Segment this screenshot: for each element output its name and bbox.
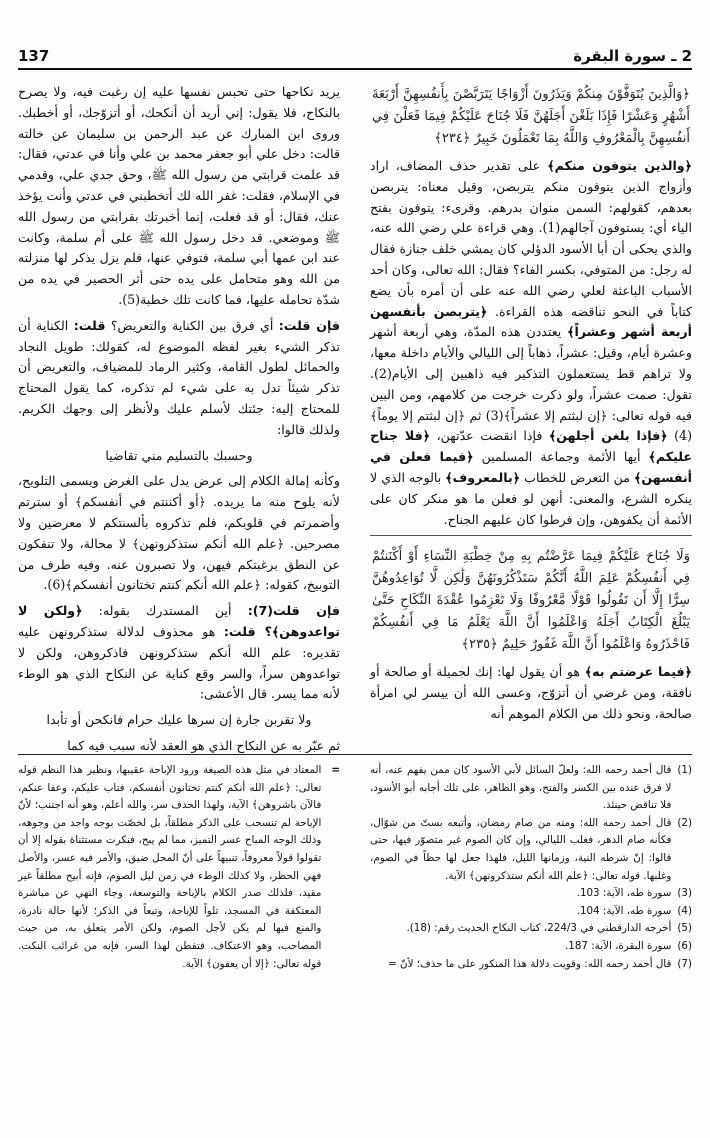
page-number: 137 <box>18 47 50 65</box>
highlighted-phrase: ﴿فإذا بلغن أجلهن﴾ <box>548 428 668 444</box>
footnote <box>370 920 692 938</box>
page-header <box>18 44 692 70</box>
footnote <box>370 903 692 921</box>
footnote-text: أخرجه الدارقطني في 224/3، كتاب النكاح الحديث رقم: (18). <box>406 922 672 935</box>
commentary-paragraph <box>370 662 692 724</box>
footnote-number: (1) <box>677 764 692 776</box>
footnote <box>370 938 692 956</box>
surah-title: 2 ـ سورة البقرة <box>573 47 692 65</box>
footnote-divider <box>18 754 692 755</box>
highlighted-phrase: فإن قلت: <box>278 317 340 333</box>
quran-verse-235: وَلَا جُنَاحَ عَلَيْكُمْ فِيمَا عَرَّضْتُم بِهِ مِنْ خِطْبَةِ النِّسَاءِ أَوْ أَكْنَنتُمْ فِي أَنفُسِكُمْ عَلِمَ اللَّهُ أَنَّكُمْ سَتَذْكُرُونَهُنَّ وَلَٰكِن لَّا تُوَاعِدُوهُنَّ سِرًّا إِلَّا أَن تَقُولُوا قَوْلًا مَّعْرُوفًا وَلَا تَعْزِمُوا عُقْدَةَ النِّكَاحِ حَتَّىٰ يَبْلُغَ الْكِتَابُ أَجَلَهُ وَاعْلَمُوا أَنَّ اللَّهَ يَعْلَمُ مَا فِي أَنفُسِكُمْ فَاحْذَرُوهُ وَاعْلَمُوا أَنَّ اللَّهَ غَفُورٌ حَلِيمٌ ﴿٢٣٥﴾ <box>372 549 690 653</box>
highlighted-phrase: فإن قلت(7): <box>247 603 340 619</box>
footnote <box>370 815 692 885</box>
commentary-text: على تقدير حذف المضاف، اراد وأزواج الذين يتوفون منكم يتربصن، وقيل معناه: يتربصن بعدهم، كقولهم: السمن منوان بدرهم. وقرىء: يتوفون بفتح الياء أي: يستوفون آجالهم(1). وهي قراءة علي رضي الله عنه، والذي يحكى أن أبا الأسود الدؤلي كان يمشي خلف جنازة فقال له رجل: من المتوفي، بكسر الفاء؟ فقال: الله تعالى، وكان أحد الأسباب الباعثة لعلي رضي الله عنه على أن أمره بأن يضع كتاباً في النحو تناقضه هذه القراءة. <box>370 158 692 319</box>
continuation-mark: = <box>331 764 340 776</box>
footnote-number: (7) <box>677 957 692 970</box>
commentary-text: يعتددن هذه المدّة، وهي أربعة أشهر وعشرة أيام، وقيل: عشراً، ذهاباً إلى الليالي والأيام داخلة معها، ولا تراهم قط يستعملون التذكير فيه ذاهبين إلى الأيام(2). تقول: صمت عشراً، ولو ذكرت خرجت من كلامهم، ومن البين فيه قوله تعالى: ﴿إن لبثتم إلا عشراً﴾(3) ثم ﴿إن لبثتم إلا يوماً﴾(4) <box>370 324 693 444</box>
footnote-number: (5) <box>677 922 692 935</box>
highlighted-phrase: ﴿فيما عرضتم به﴾ <box>584 664 692 680</box>
highlighted-phrase: ﴿بالمعروف﴾ <box>445 469 521 485</box>
footnote <box>370 885 692 903</box>
commentary-paragraph: وكأنه إمالة الكلام إلى عرض يدل على الغرض ويسمى التلويح، لأنه يلوح منه ما يريده. ﴿أو أكننتم في أنفسكم﴾ أو سترتم وأضمرتم في قلوبكم، فلم تذكروه بألسنتكم لا معرضين ولا مصرحين. ﴿علم الله أنكم ستذكرونهن﴾ لا محالة، ولا تنفكون عن النطق برغبتكم فيهن، ولا تصبرون عنه. وفيه طرف من التوبيخ، كقوله: ﴿علم الله أنكم كنتم تختانون أنفسكم﴾(6). <box>18 473 340 593</box>
commentary-text: من التعرض للخطاب <box>520 469 635 485</box>
footnotes-left <box>18 762 340 1122</box>
highlighted-phrase: قلت: <box>73 317 106 333</box>
footnote-number: (3) <box>677 887 692 900</box>
footnote-text: سورة البقرة، الآية: 187. <box>565 939 672 952</box>
commentary-paragraph <box>370 156 692 530</box>
commentary-paragraph <box>18 316 340 441</box>
commentary-text: بالوجه الذي لا ينكره الشرع، والمعنى: أنهن لو فعلن ما هو منكر كان على الأئمة أن يكفوهن، وإن فرطوا كان عليهم الجناح. <box>370 469 692 527</box>
commentary-text: أيها الأئمة وجماعة المسلمين <box>473 449 649 465</box>
verse-divider <box>370 535 692 536</box>
footnote-text: سورة طه، الآية: 104. <box>576 904 672 917</box>
commentary-text: فإذا انقضت عدّتهن، <box>430 428 549 444</box>
highlighted-phrase: ﴿فلا جناح عليكم﴾ <box>370 428 692 465</box>
commentary-text: هو أن يقول لها: إنك لجميلة أو صالحة أو نافقة، ومن غرضي أن أتزوّج، وعسى الله أن ييسر لي امرأة صالحة، ونحو ذلك من الكلام الموهم أنه <box>370 664 692 721</box>
right-text-column <box>370 82 692 745</box>
poem-verse: وحسبك بالتسليم مني تقاضيا <box>105 447 253 463</box>
poem-verse: ولا تقربن جارة إن سرها عليك حرام فانكحن أو تأبدا <box>46 712 312 728</box>
commentary-paragraph: ثم عبّر به عن النكاح الذي هو العقد لأنه سبب فيه كما <box>67 737 340 753</box>
left-text-column <box>18 82 340 753</box>
highlighted-phrase: ﴿فيما فعلن في أنفسهن﴾ <box>370 449 692 485</box>
footnote-number: (2) <box>677 816 692 829</box>
footnote-number: (6) <box>677 939 692 952</box>
footnote-text: المعتاد في مثل هذه الصيغة ورود الإباحة عقيبها، ونظير هذا النظم قوله تعالى: ﴿علم الله أنكم كنتم تختانون أنفسكم، فتاب عليكم، وعفا عنكم، فالآن باشروهن﴾ الآية، ولهذا الحذف سر، والله أعلم، وهو أنه اجتنب؛ لأنّ الإباحة لم تنسحب على الذكر مطلقاً، بل لخصّت بوجه واحد من وجوهه، وذلك الوجه المباح عسر التميز، مما لم يبح، فنكرت مستثناة بقوله إلا أن تقولوا قولاً معروفاً، تنبيهاً على أنّ المحل ضيق، والأمر فيه عسر، والأصل فهي الحظر، ولا كذلك الوطء في زمن ليل الصوم، فإنه أبيح مطلقاً غير مقيد، فلذلك صدر الكلام بالإباحة والتوسعة، وجاء النهي عن مباشرة المعتكفة في المسجد، تلواً للإباحة، وتبعاً في الذكر؛ لأنها حالة نادرة، والمنع فيها لم يكن لأجل الصوم، ولكن الأمر يتعلق به، من حيث المصاحب، وهو الاعتكاف. فتفطن لهذا السر، فإنه من غرائب النكت. قوله تعالى: ﴿إلا أن يعفون﴾ الآية. <box>18 764 322 970</box>
footnote-text: قال أحمد رحمه الله: ولعلّ السائل لأبي الأسود كان ممن يفهم عنه، أنه لا فرق عنده بين الكسر والفتح، وهو الظاهر، على تلك أجابه أبو الأسود، فلا تناقض حينئذ. <box>370 764 672 812</box>
commentary-text: أي فرق بين الكناية والتعريض؟ <box>105 317 279 333</box>
footnote-text: سورة طه، الآية: 103. <box>576 887 672 900</box>
commentary-text: أين المستدرك بقوله: <box>82 603 248 619</box>
footnote-text: قال أحمد رحمه الله: ومنه من صام رمضان، وأتبعه بستّ من شوّال، فكأنه صام الدهر، فغلب الليالي، وإن كان الصوم غير متصوّر فيها، حتى قالوا: إنّ شرطه النية، وزمانها الليل، فلهذا جعل لها حظاً في الصوم، وغلبها. قوله تعالى: ﴿علم الله أنكم ستذكرونهن﴾ الآية. <box>370 816 672 882</box>
footnote-continuation <box>18 762 340 973</box>
highlighted-phrase: ﴿يتربصن بأنفسهن أربعة أشهر وعشراً﴾ <box>370 303 693 340</box>
commentary-text: الكناية أن تذكر الشيء بغير لفظه الموضوع له، كقولك: طويل النجاد والحمائل لطول القامة، وكثير الرماد للمضياف، والتعريض أن تذكر شيئاً تدل به على شيء لم تذكره، كما يقول المحتاج للمحتاج إليه: جئتك لأسلم عليك ولأنظر إلى وجهك الكريم. ولذلك قالوا: <box>18 317 340 437</box>
commentary-text: هو محذوف لدلالة ستذكرونهن عليه تقديره: علم الله أنكم ستذكرونهن فاذكروهن، ولكن لا تواعدوهن سراً، والسر وقع كناية عن النكاح الذي هو الوطء لأنه مما يسر. قال الأعشى: <box>18 623 340 702</box>
footnotes-right <box>370 762 692 1122</box>
highlighted-phrase: ﴿ولكن لا تواعدوهن﴾؟ قلت: <box>18 603 340 639</box>
quran-verse-234: ﴿وَالَّذِينَ يُتَوَفَّوْنَ مِنكُمْ وَيَذَرُونَ أَزْوَاجًا يَتَرَبَّصْنَ بِأَنفُسِهِنَّ أَرْبَعَةَ أَشْهُرٍ وَعَشْرًا فَإِذَا بَلَغْنَ أَجَلَهُنَّ فَلَا جُنَاحَ عَلَيْكُمْ فِيمَا فَعَلْنَ فِي أَنفُسِهِنَّ بِالْمَعْرُوفِ وَاللَّهُ بِمَا تَعْمَلُونَ خَبِيرٌ ﴿٢٣٤﴾ <box>372 87 690 146</box>
commentary-paragraph <box>18 601 340 705</box>
footnote <box>370 762 692 815</box>
commentary-paragraph: يريد نكاحها حتى تحبس نفسها عليه إن رغبت فيه، ولا يصرح بالنكاح، فلا يقول: إني أريد أن أنكحك، أو أتزوّجك، أو أخطبك. وروى ابن المبارك عن عبد الرحمن بن سليمان عن خالته قالت: دخل علي أبو جعفر محمد بن علي وأنا في عدتي، فقال: قد علمت قرابتي من رسول الله ﷺ، وحق جدي علي، وقدمي في الإسلام، فقلت: غفر الله لك أتخطبني في عدتي وأنت يؤخذ عنك، فقال: أو قد فعلت، إنما أخبرتك بقرابتي من رسول الله ﷺ وموضعي. قد دخل رسول الله ﷺ على أم سلمة، وكانت عند ابن عمها أبي سلمة، فتوفي عنها، فلم يزل يذكر لها منزلته من الله وهو متحامل على يده حتى أثر الحصير في يده من شدّة تحامله عليها، فما كانت تلك خطبة(5). <box>18 84 340 307</box>
footnote-text: قال أحمد رحمه الله: وقويت دلالة هذا المنكور على ما حذف؛ لأنّ = <box>388 957 672 970</box>
highlighted-phrase: ﴿والذين يتوفون منكم﴾ <box>547 158 692 173</box>
footnote-number: (4) <box>677 904 692 917</box>
footnote <box>370 956 692 974</box>
